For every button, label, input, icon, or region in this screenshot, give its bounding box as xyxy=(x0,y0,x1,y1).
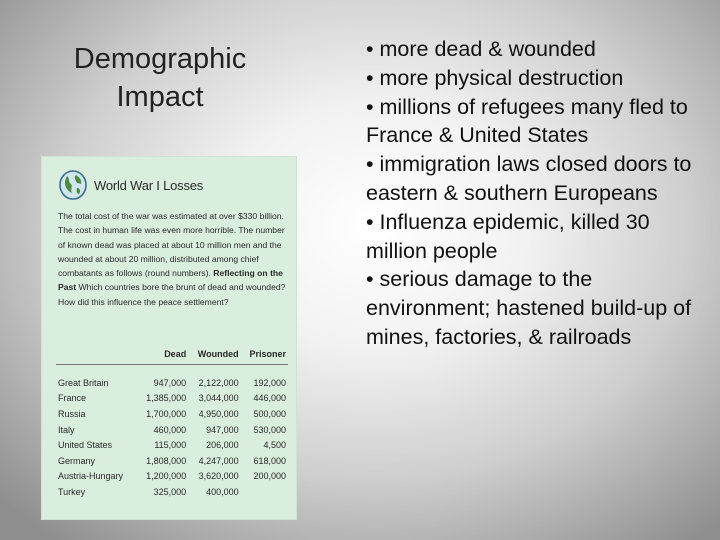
wounded-cell: 947,000 xyxy=(206,424,239,435)
country-cell: Austria-Hungary xyxy=(58,471,124,482)
dead-cell: 325,000 xyxy=(153,486,187,497)
country-cell: Russia xyxy=(58,408,86,419)
wounded-cell: 206,000 xyxy=(206,440,239,451)
bullet-item: • Influenza epidemic, killed 30 million people xyxy=(366,209,650,263)
prisoner-cell: 192,000 xyxy=(253,377,286,388)
table-row xyxy=(56,406,288,422)
dead-cell: 1,385,000 xyxy=(146,393,187,404)
wounded-cell: 400,000 xyxy=(206,486,239,497)
wounded-cell: 4,950,000 xyxy=(198,408,239,419)
table-row xyxy=(56,391,288,407)
table-row xyxy=(56,422,288,438)
wounded-cell: 3,044,000 xyxy=(198,393,239,404)
country-cell: Great Britain xyxy=(58,377,109,388)
header-wounded: Wounded xyxy=(188,347,240,365)
table-row xyxy=(56,469,288,485)
prisoner-cell: 200,000 xyxy=(253,471,286,482)
header-prisoner: Prisoner xyxy=(241,347,288,365)
country-cell: Germany xyxy=(58,455,96,466)
table-row xyxy=(56,453,288,469)
wounded-cell: 3,620,000 xyxy=(198,471,239,482)
dead-cell: 1,200,000 xyxy=(146,471,187,482)
bullet-item: • more dead & wounded xyxy=(366,37,596,61)
header-country xyxy=(56,347,137,365)
reflect-label: Reflecting on the Past xyxy=(58,268,283,293)
table-row xyxy=(56,365,288,391)
bullet-item: • serious damage to the environment; hastened build-up of mines, factories, & railroads xyxy=(366,267,692,349)
bullet-list xyxy=(366,35,706,352)
card-intro-text: The total cost of the war was estimated at over $330 billion. The cost in human life was even more horrible. The number of known dead was placed at about 10 million men and the wounded at about 20 million, distributed among chief combatants as follows (round numbers). xyxy=(58,211,285,279)
table-row xyxy=(56,437,288,453)
wounded-cell: 2,122,000 xyxy=(198,377,239,388)
prisoner-cell: 530,000 xyxy=(253,424,286,435)
table-header-row xyxy=(56,347,288,365)
dead-cell: 1,700,000 xyxy=(146,408,187,419)
prisoner-cell xyxy=(241,484,288,500)
slide-title-line: Demographic xyxy=(73,43,247,75)
prisoner-cell: 4,500 xyxy=(263,440,286,451)
ww1-losses-card xyxy=(41,156,297,520)
card-header xyxy=(52,169,292,203)
table-row xyxy=(56,484,288,500)
card-title: World War I Losses xyxy=(94,178,204,193)
globe-icon xyxy=(58,169,88,201)
losses-table xyxy=(56,347,288,500)
prisoner-cell: 618,000 xyxy=(253,455,286,466)
card-paragraph xyxy=(58,209,286,309)
reflect-question: Which countries bore the brunt of dead and wounded? How did this influence the peace settlement? xyxy=(58,282,286,307)
prisoner-cell: 500,000 xyxy=(253,408,286,419)
bullet-item: • immigration laws closed doors to eastern & southern Europeans xyxy=(366,152,692,205)
dead-cell: 115,000 xyxy=(154,440,187,451)
dead-cell: 947,000 xyxy=(153,377,187,388)
slide-title xyxy=(40,40,280,116)
header-dead: Dead xyxy=(137,347,189,365)
bullet-item: • more physical destruction xyxy=(366,65,624,90)
country-cell: France xyxy=(58,393,87,404)
country-cell: Turkey xyxy=(58,486,86,497)
dead-cell: 460,000 xyxy=(153,424,187,435)
slide-title-line: Impact xyxy=(116,81,204,113)
bullet-item: • millions of refugees many fled to France & United States xyxy=(366,94,688,148)
wounded-cell: 4,247,000 xyxy=(198,455,239,466)
dead-cell: 1,808,000 xyxy=(146,455,187,466)
prisoner-cell: 446,000 xyxy=(253,393,286,404)
country-cell: United States xyxy=(58,440,113,451)
country-cell: Italy xyxy=(58,424,75,435)
